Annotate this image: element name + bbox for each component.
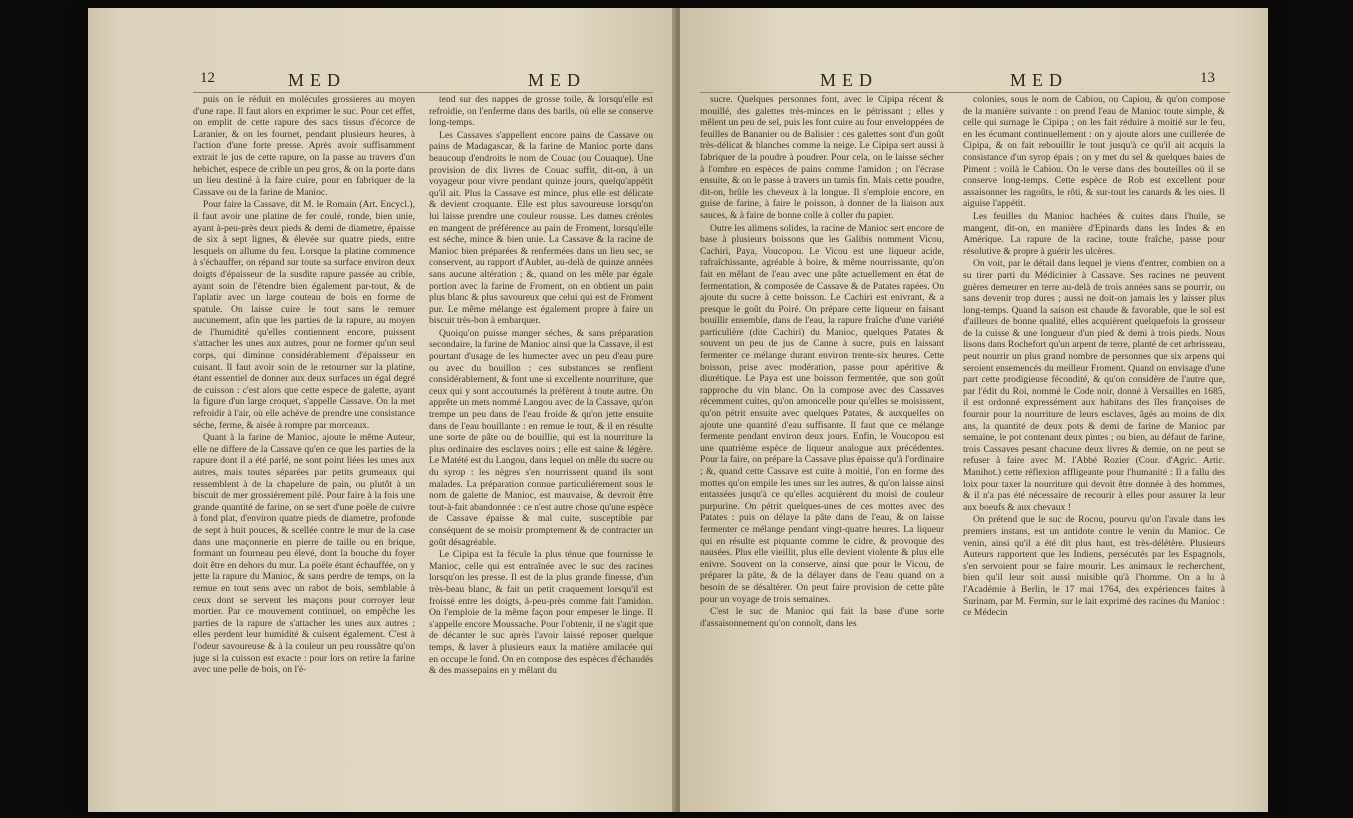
paragraph: Les Cassaves s'appellent encore pains de Cassave ou pains de Madagascar, & la farine de Manioc porte dans beaucoup d'endroits le nom de Couac (ou Couaque). Une provision de dix livres de Couac suffit, dit-on, à un voyageur pour vivre pendant quinze jours, quelqu'appétit qu'il ait. Plus la Cassave est mince, plus elle est délicate & devient croquante. Elle est plus savoureuse lorsqu'on lui laisse prendre une couleur rousse. Les dames créoles en mangent de préférence au pain de Froment, lorsqu'elle est séche, mince & bien unie. La Cassave & la racine de Manioc bien préparées & renfermées dans un lieu sec, se conservent, au rapport d'Aublet, au-delà de quinze années sans aucune altération ; &, quand on les mêle par égale portion avec la farine de Froment, on en obtient un pain plus blanc & plus savoureux que celui qui est de Froment pur. Le même mélange est également propre à faire un biscuit très-bon à embarquer. — [429, 129, 653, 327]
header-rule — [193, 92, 653, 93]
paragraph: colonies, sous le nom de Cabiou, ou Capiou, & qu'on compose de la manière suivante : on prend l'eau de Manioc toute simple, & celle qui surnage le Cipipa ; on les fait réduire à moitié sur le feu, en les écumant continuellement : on y ajoute alors une cuillerée de Cipipa, & on fait rebouillir le tout jusqu'à ce qu'il ait acquis la consistance d'un syrop épais ; on y met du sel & quelques baies de Piment : voilà le Cabiou. On le verse dans des bouteilles où il se conserve long-temps. Cette espèce de Rob est excellent pour assaisonner les ragoûts, le rôti, & sur-tout les canards & les oies. Il aiguise l'appétit. — [963, 94, 1225, 210]
paragraph: Pour faire la Cassave, dit M. le Romain (Art. Encycl.), il faut avoir une platine de fer coulé, ronde, bien unie, ayant à-peu-près deux pieds & demi de diametre, épaisse de six à sept lignes, & élevée sur quatre pieds, entre lesquels on allume du feu. Lorsque la platine commence à s'échauffer, on répand sur toute sa surface environ deux doigts d'épaisseur de la susdite rapure passée au crible, ayant soin de l'étendre bien également par-tout, & de l'aplatir avec un large couteau de bois en forme de spatule. On laisse cuire le tout sans le remuer aucunement, afin que les parties de la rapure, au moyen de l'humidité qu'elles contiennent encore, puissent s'attacher les unes aux autres, pour ne former qu'un seul corps, qui diminue considérablement d'épaisseur en cuisant. Il faut avoir soin de le retourner sur la platine, étant essentiel de donner aux deux surfaces un égal degré de cuisson : c'est alors que cette espece de galette, ayant la figure d'un large croquet, s'appelle Cassave. On la met refroidir à l'air, où elle achève de prendre une consistance séche, ferme, & aisée à rompre par morceaux. — [193, 199, 415, 431]
running-head-right: MED — [528, 70, 586, 90]
paragraph: On prétend que le suc de Rocou, pourvu qu'on l'avale dans les premiers instans, est un antidote contre le venin du Manioc. Ce venin, ainsi qu'il a été dit plus haut, est très-délétère. Plusieurs Auteurs rapportent que les Indiens, persécutés par les Espagnols, s'en servoient pour se faire mourir. Les animaux le recherchent, bien qu'il leur soit aussi nuisible qu'à l'homme. On a lu à l'Académie à Berlin, le 17 mai 1764, des expériences faites à Surinam, par M. Fermin, sur le lait exprimé des racines du Manioc : ce Médecin — [963, 514, 1225, 619]
running-head-right: MED — [1010, 70, 1068, 90]
page-number: 13 — [1200, 70, 1215, 86]
text-column-1 — [193, 94, 415, 806]
paragraph: C'est le suc de Manioc qui fait la base d'une sorte d'assaisonnement qu'on connoît, dans les — [700, 606, 944, 629]
paragraph: Les feuilles du Manioc hachées & cuites dans l'huile, se mangent, dit-on, en manière d'Epinards dans les Indes & en Amérique. La rapure de la racine, toute fraîche, passe pour résolutive & propre à guérir les ulcères. — [963, 210, 1225, 257]
header-rule — [700, 92, 1230, 93]
running-head-left: MED — [288, 70, 346, 90]
paragraph: tend sur des nappes de grosse toile, & lorsqu'elle est refroidie, on l'enferme dans des barils, où elle se conserve long-temps. — [429, 94, 653, 129]
page-number: 12 — [200, 70, 215, 86]
text-column-2 — [429, 94, 653, 806]
paragraph: puis on le réduit en molécules grossieres au moyen d'une rape. Il faut alors en exprimer le suc. Pour cet effet, on emplit de cette rapure des sacs tissus d'écorce de Laranier, & on les fournet, pendant plusieurs heures, à l'action d'une forte presse. Après avoir suffisamment extrait le jus de cette rapure, on la passe au travers d'un hebichet, espece de crible un peu gros, & on la porte dans un lieu destiné à la faire cuire, pour en fabriquer de la Cassave ou de la farine de Manioc. — [193, 94, 415, 198]
paragraph: On voit, par le détail dans lequel je viens d'entrer, combien on a su tirer parti du Médicinier à Cassave. Ses racines ne peuvent guères demeurer en terre au-delà de trois années sans se pourrir, ou sans devenir trop dures ; aussi ne doit-on jamais les y laisser plus long-temps. Quand la saison est chaude & favorable, que le sol est d'ailleurs de bonne qualité, elles acquièrent quelquefois la grosseur de la cuisse & une longueur d'un pied & demi à trois pieds. Nous lisons dans Rochefort qu'un arpent de terre, planté de cet arbrisseau, peut nourrir un plus grand nombre de personnes que six arpens qui seroient ensemencés du meilleur Froment. Quand on envisage d'une part cette prodigieuse fécondité, & qu'on considère de l'autre que, par l'édit du Roi, nommé le Code noir, donné à Versailles en 1685, il est ordonné expressément aux habitans des îles françoises de fournir pour la nourriture de leurs esclaves, âgés au moins de dix ans, la quantité de deux pots & demi de farine de Manioc par semaine, le pot contenant deux pintes ; ou bien, au défaut de farine, trois Cassaves pesant chacune deux livres & demie, on ne peut se refuser à faire avec M. l'Abbé Rozier (Cour. d'Agric. Artic. Manihot.) cette réflexion affligeante pour l'humanité : Il a fallu des loix pour taxer la nourriture qui devoit être donnée à des hommes, & il n'a pas été nécessaire de recourir à elles pour assurer la leur aux boeufs & aux chevaux ! — [963, 258, 1225, 513]
paragraph: Le Cipipa est la fécule la plus ténue que fournisse le Manioc, celle qui est entraînée avec le suc des racines lorsqu'on les presse. Il est de la plus grande finesse, d'un très-beau blanc, & fait un petit craquement lorsqu'il est froissé entre les doigts, à-peu-près comme fait l'amidon. On l'emploie de la même façon pour empeser le linge. Il s'appelle encore Moussache. Pour l'obtenir, il ne s'agit que de décanter le suc après l'avoir laissé reposer quelque temps, & laver à plusieurs eaux la matière amilacée qui en occupe le fond. On en compose des espèces d'échaudés & des massepains en y mêlant du — [429, 549, 653, 677]
paragraph: Quant à la farine de Manioc, ajoute le même Auteur, elle ne differe de la Cassave qu'en ce que les parties de la rapure dont il a été parlé, ne sont point liées les unes aux autres, mais toutes séparées par petits grumeaux qui ressemblent à de la chapelure de pain, ou plutôt à un biscuit de mer grossiérement pilé. Pour faire à la fois une grande quantité de farine, on se sert d'une poële de cuivre à fond plat, d'environ quatre pieds de diametre, profonde de sept à huit pouces, & scellée contre le mur de la case dans une maçonnerie en pierre de taille ou en brique, formant un fourneau peu élevé, dont la bouche du foyer doit être en dehors du mur. La poële étant échauffée, on y jette la rapure du Manioc, & sans perdre de temps, on la remue en tout sens avec un rabot de bois, semblable à ceux dont se servent les maçons pour corroyer leur mortier. Par ce mouvement continuel, on empêche les parties de la rapure de s'attacher les unes aux autres ; elles perdent leur humidité & cuisent également. C'est à l'odeur savoureuse & à la couleur un peu roussâtre qu'on juge si la cuisson est exacte : pour lors on retire la farine avec une pelle de bois, on l'é- — [193, 432, 415, 676]
paragraph: Quoiqu'on puisse manger séches, & sans préparation secondaire, la farine de Manioc ainsi que la Cassave, il est pourtant d'usage de les humecter avec un peu d'eau pure ou avec du bouillon : ces substances se renflent considérablement, & font une si excellente nourriture, que ceux qui y sont accoutumés la préfèrent à toute autre. On apprête un mets nommé Langou avec de la Cassave, qu'on trempe un peu dans de l'eau froide & qu'on jette ensuite dans de l'eau bouillante : en remue le tout, & il en résulte une sorte de pâte ou de bouillie, qui est la nourriture la plus ordinaire des esclaves noirs ; elle est saine & légère. Le Matété est du Langou, dans lequel on mêle du sucre ou du syrop : les nègres s'en nourrissent quand ils sont malades. La préparation connue particuliérement sous le nom de galette de Manioc, est mauvaise, & devroit être tout-à-fait abandonnée : ce n'est autre chose qu'une espèce de Cassave épaisse & mal cuite, susceptible par conséquent de se moisir promptement & de contracter un goût désagréable. — [429, 327, 653, 548]
paragraph: sucre. Quelques personnes font, avec le Cipipa récent & mouillé, des galettes très-minces en le pétrissant ; elles y mêlent un peu de sel, puis les font cuire au four enveloppées de feuilles de Bananier ou de Balisier : ces galettes sont d'un goût très-délicat & blanches comme la neige. Le Cipipa sert aussi à fabriquer de la poudre à poudrer. Pour cela, on le laisse sécher à l'ombre en espèces de pains comme l'amidon ; on l'écrase ensuite, & on le passe à travers un tamis fin. Mais cette poudre, dit-on, brûle les cheveux à la longue. Il s'emploie encore, en guise de farine, à faire le poisson, à donner de la liaison aux sauces, & à faire de bonne colle à coller du papier. — [700, 94, 944, 221]
paragraph: Outre les alimens solides, la racine de Manioc sert encore de base à plusieurs boissons que les Galibis nomment Vicou, Cachiri, Paya, Voucopou. Le Vicou est une liqueur acide, rafraîchissante, agréable à boire, & même nourrissante, qu'on fait en mêlant de l'eau avec une pâte actuellement en état de fermentation, & composée de Cassave & de Patates rapées. On ajoute du sucre à cette boisson. Le Cachiri est enivrant, & a presque le goût du Poiré. On prépare cette liqueur en faisant bouillir ensemble, dans de l'eau, la rapure fraîche d'une variété particulière (dite Cachiri) du Manioc, quelques Patates & souvent un peu de jus de Canne à sucre, puis en laissant fermenter ce mélange durant environ trente-six heures. Cette boisson, prise avec modération, passe pour apéritive & diurétique. Le Paya est une boisson fermentée, que son goût rapproche du vin blanc. On la compose avec des Cassaves récemment cuites, qu'on amoncelle pour qu'elles se moisissent, qu'on pétrit ensuite avec quelques Patates, & auxquelles on ajoute une quantité d'eau suffisante. Il faut que ce mélange fermente pendant environ deux jours. Enfin, le Voucopou est une quatrième espèce de liqueur analogue aux précédentes. Pour la faire, on prépare la Cassave plus épaisse qu'à l'ordinaire ; &, quand cette Cassave est cuite à moitié, l'on en forme des mottes qu'on empile les unes sur les autres, & qu'on laisse ainsi entassées jusqu'à ce qu'elles acquièrent du moisi de couleur purpurine. On pétrit quelques-unes de ces mottes avec des Patates : puis on délaye la pâte dans de l'eau, & on laisse fermenter ce mélange pendant vingt-quatre heures. La liqueur qui en résulte est piquante comme le cidre, & provoque des nausées. Plus elle vieillit, plus elle devient violente & plus elle enivre. Souvent on la conserve, ainsi que pour le Vicou, de préparer la pâte, & de la délayer dans de l'eau quand on a besoin de se désaltérer. On peut faire provision de cette pâte pour un voyage de trois semaines. — [700, 222, 944, 605]
right-page — [680, 8, 1268, 812]
text-column-1 — [700, 94, 944, 806]
open-book — [88, 8, 1268, 812]
text-column-2 — [963, 94, 1225, 806]
left-page — [88, 8, 676, 812]
running-head-left: MED — [820, 70, 878, 90]
